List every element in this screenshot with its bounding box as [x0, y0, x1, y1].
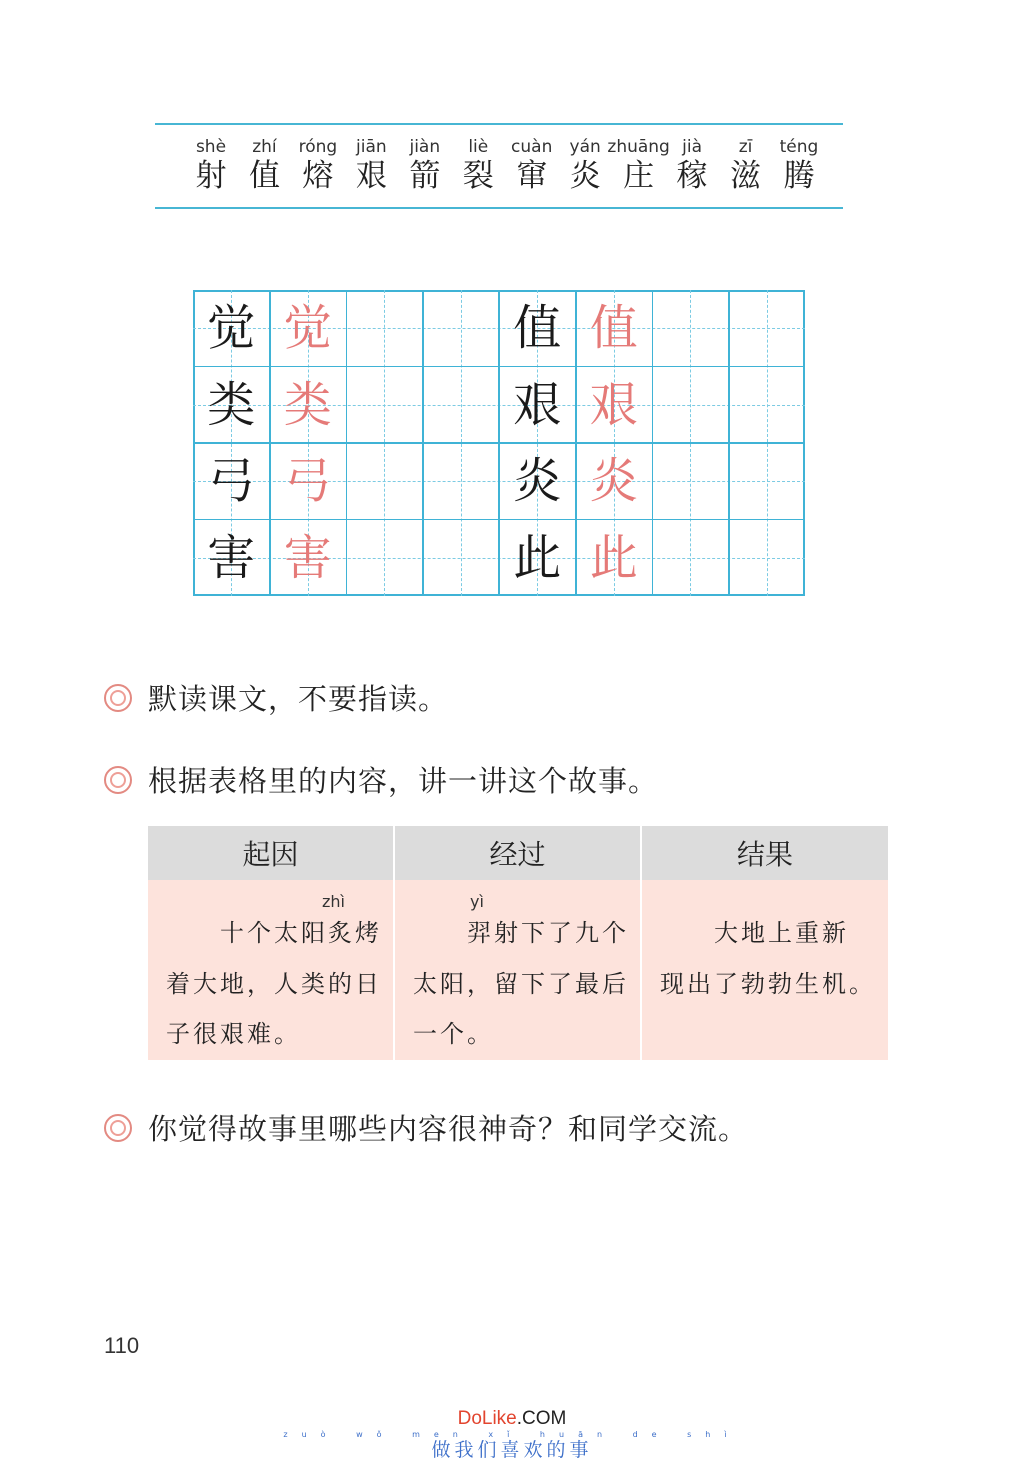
task-2	[104, 759, 658, 800]
trace-character: 觉	[283, 300, 332, 357]
vocab-item	[559, 136, 611, 194]
result-line-1: 大地上重新	[714, 919, 849, 947]
header-result: 结果	[642, 826, 888, 880]
vocab-bottom-rule	[155, 207, 843, 209]
seal-icon	[104, 1114, 132, 1142]
vocab-hanzi: 滋	[730, 158, 762, 194]
vocab-pinyin: liè	[468, 137, 489, 157]
vocab-hanzi: 值	[248, 158, 280, 194]
model-character: 此	[513, 529, 562, 586]
seal-icon	[104, 766, 132, 794]
trace-character: 值	[589, 300, 638, 357]
vocab-pinyin: jià	[682, 137, 703, 157]
writing-grid	[193, 290, 805, 596]
ruby-zhi: zhì	[322, 892, 345, 911]
vocab-pinyin: zhí	[252, 137, 277, 157]
page-number: 110	[104, 1333, 140, 1358]
task-1	[104, 677, 448, 718]
vocab-pinyin: yán	[569, 137, 601, 157]
seal-icon	[104, 684, 132, 712]
vocab-pinyin: róng	[298, 137, 338, 157]
vocab-hanzi: 炎	[569, 158, 601, 194]
vocab-item	[292, 136, 344, 194]
header-process: 经过	[395, 826, 640, 880]
vocab-top-rule	[155, 123, 843, 125]
story-table	[148, 826, 888, 1060]
model-character: 值	[513, 300, 562, 357]
brand-slogan: 做我们喜欢的事	[431, 1439, 593, 1461]
vocab-pinyin: jiān	[356, 137, 387, 157]
brand-pinyin: zuò wǒ men xǐ huān de shì	[283, 1430, 741, 1439]
vocab-item	[666, 136, 718, 194]
trace-character: 此	[589, 529, 638, 586]
cell-cause	[148, 880, 393, 1060]
result-line-2: 现出了勃勃生机。	[660, 970, 876, 998]
cause-line-1: 十个太阳炙烤	[220, 919, 382, 947]
process-line-3: 一个。	[413, 1020, 494, 1048]
task-3	[104, 1107, 748, 1148]
cell-result	[642, 880, 888, 1060]
trace-character: 类	[283, 376, 332, 433]
vocab-pinyin: cuàn	[511, 137, 553, 157]
vocab-hanzi: 射	[195, 158, 227, 194]
cell-process	[395, 880, 640, 1060]
vocab-item	[238, 136, 290, 194]
header-cause: 起因	[148, 826, 393, 880]
trace-character: 害	[283, 529, 332, 586]
vocab-item	[607, 136, 670, 194]
vocab-hanzi: 稼	[676, 158, 708, 194]
trace-character: 炎	[589, 453, 638, 510]
task-1-text: 默读课文，不要指读。	[148, 682, 449, 716]
vocab-pinyin: zhuāng	[607, 137, 670, 157]
vocab-item	[773, 136, 825, 194]
vocab-hanzi: 熔	[302, 158, 334, 194]
model-character: 炎	[513, 453, 562, 510]
task-3-text: 你觉得故事里哪些内容很神奇？和同学交流。	[148, 1112, 749, 1146]
process-line-1: 羿射下了九个	[467, 919, 629, 947]
trace-character: 弓	[283, 453, 332, 510]
vocab-hanzi: 艰	[355, 158, 387, 194]
vocab-item	[399, 136, 451, 194]
vocab-hanzi: 腾	[783, 158, 815, 194]
model-character: 害	[207, 529, 256, 586]
process-line-2: 太阳，留下了最后	[413, 970, 629, 998]
vocab-item	[345, 136, 397, 194]
brand-name: DoLike.COM	[457, 1408, 567, 1429]
vocab-item	[452, 136, 504, 194]
model-character: 艰	[513, 376, 562, 433]
vocab-item	[185, 136, 237, 194]
cause-line-2: 着大地，人类的日	[166, 970, 382, 998]
vocab-pinyin: zī	[738, 137, 753, 157]
model-character: 类	[207, 376, 256, 433]
vocab-pinyin: téng	[779, 137, 819, 157]
vocab-pinyin: jiàn	[409, 137, 441, 157]
vocab-item	[506, 136, 558, 194]
vocab-hanzi: 裂	[462, 158, 494, 194]
brand-logo	[0, 1408, 1024, 1461]
model-character: 弓	[207, 453, 256, 510]
task-2-text: 根据表格里的内容，讲一讲这个故事。	[148, 764, 659, 798]
model-character: 觉	[207, 300, 256, 357]
vocab-hanzi: 窜	[516, 158, 548, 194]
vocab-hanzi: 箭	[409, 158, 441, 194]
cause-line-3: 子很艰难。	[166, 1020, 301, 1048]
trace-character: 艰	[589, 376, 638, 433]
ruby-yi: yì	[470, 892, 484, 911]
vocab-row	[185, 136, 825, 194]
vocab-item	[720, 136, 772, 194]
vocab-hanzi: 庄	[623, 158, 655, 194]
vocab-pinyin: shè	[195, 137, 227, 157]
